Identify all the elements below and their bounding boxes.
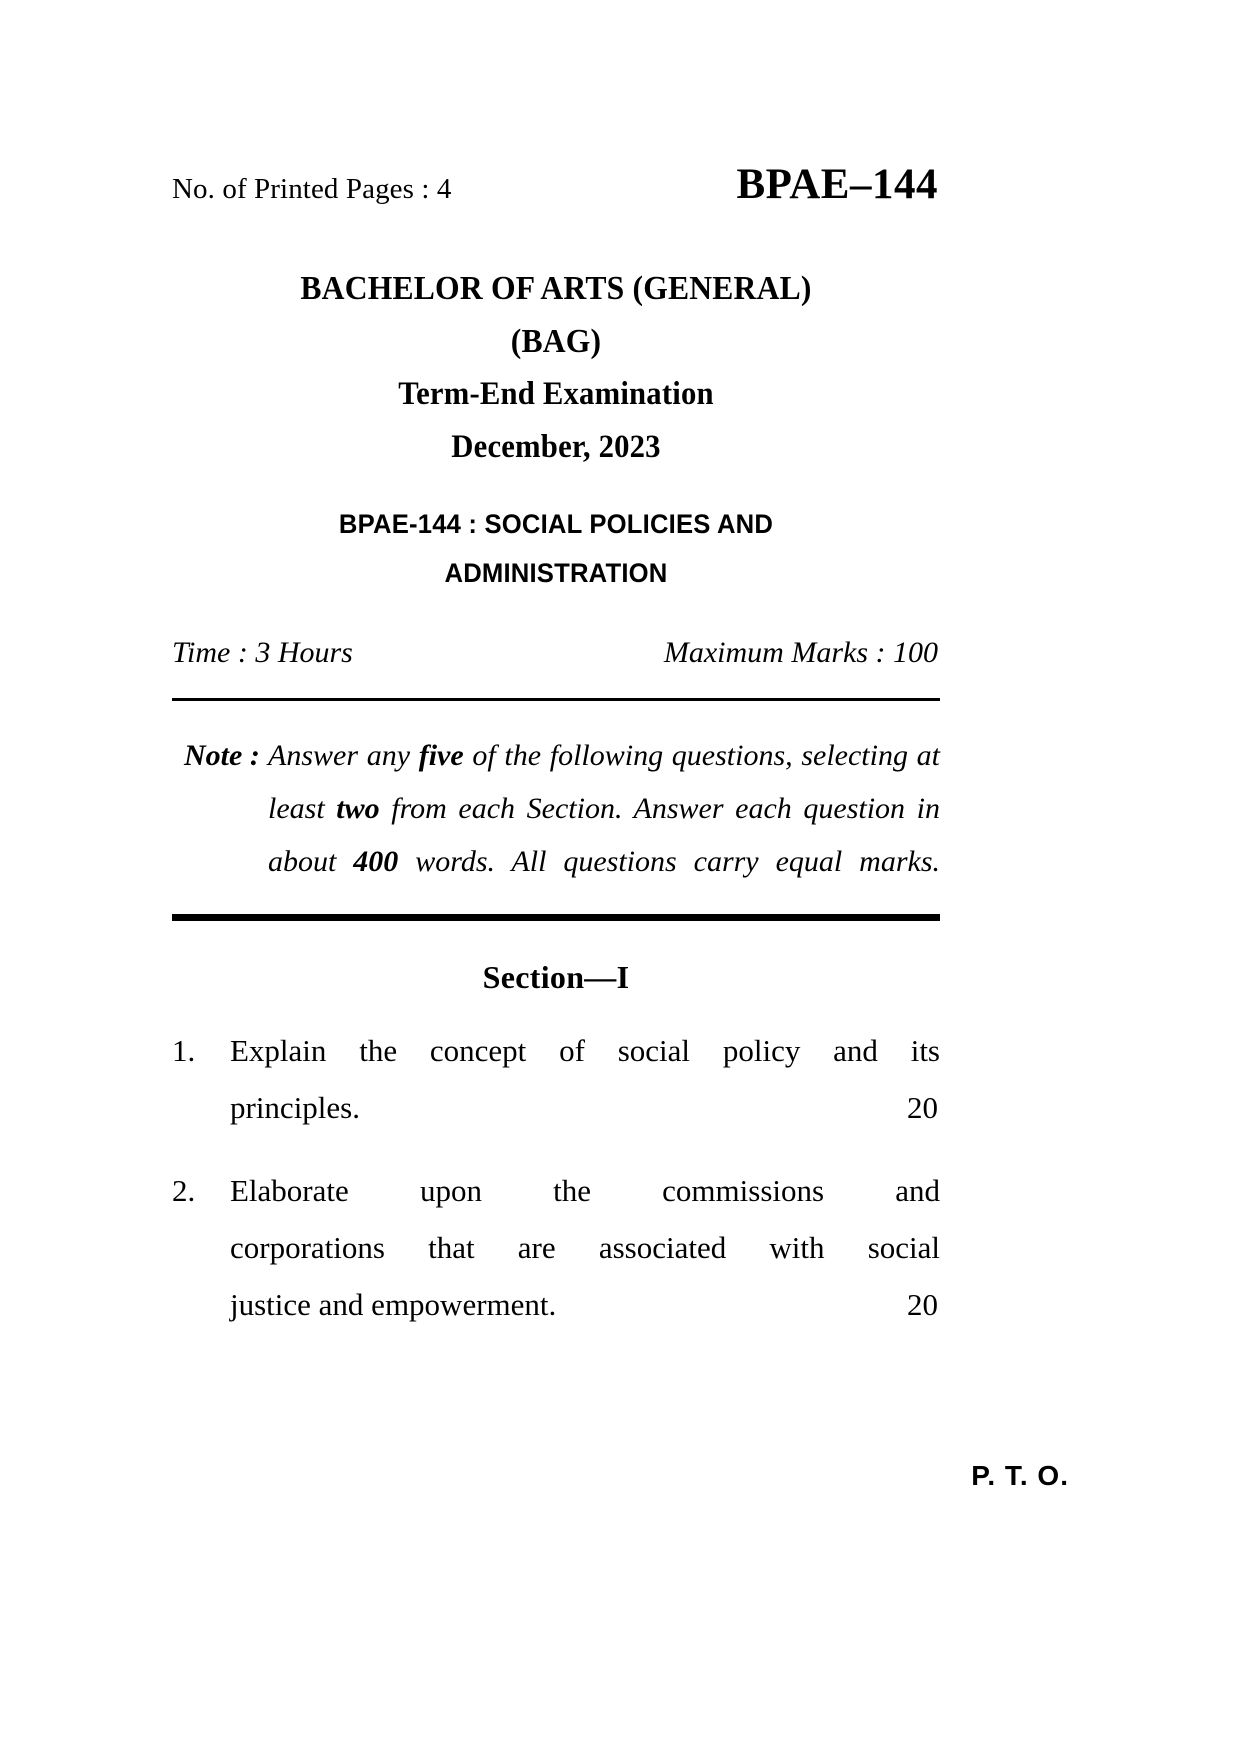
question-list [172, 1022, 940, 1333]
horizontal-rule-top [172, 698, 940, 701]
question-line: Elaborate upon the commissions and [230, 1173, 940, 1208]
instructions-note [172, 729, 940, 888]
page-content [172, 0, 940, 1359]
question-marks: 20 [907, 1090, 938, 1125]
page-header [172, 160, 940, 216]
section-heading: Section—I [482, 959, 630, 995]
exam-duration: Time : 3 Hours [172, 636, 353, 669]
question-last-line [230, 1276, 940, 1333]
note-line-1: Answer any five of the following questions, selecting at least two from each Section. Answer each question in about 400 words. All questions carry equal marks. [268, 739, 940, 878]
programme-title-block [172, 262, 940, 474]
programme-name: BACHELOR OF ARTS (GENERAL) [300, 270, 812, 307]
note-body [268, 729, 940, 888]
examination-session: December, 2023 [451, 429, 661, 465]
question-number: 1. [172, 1033, 196, 1068]
question-body [230, 1022, 940, 1136]
horizontal-rule-bottom [172, 914, 940, 921]
question-number: 2. [172, 1173, 196, 1208]
question-tail-text: principles. [230, 1090, 360, 1125]
question-item [172, 1162, 940, 1333]
question-line: corporations that are associated with social [230, 1230, 940, 1265]
question-tail-text: justice and empowerment. [230, 1287, 557, 1322]
subject-title-line-1: BPAE-144 : SOCIAL POLICIES AND [338, 509, 774, 539]
question-marks: 20 [907, 1287, 938, 1322]
note-label: Note : [184, 739, 260, 772]
page-turn-over-note: P. T. O. [971, 1460, 1069, 1491]
subject-title-line-2: ADMINISTRATION [444, 558, 668, 588]
question-line: Explain the concept of social policy and its [230, 1033, 940, 1068]
question-last-line [230, 1079, 940, 1136]
course-code: BPAE–144 [736, 161, 938, 208]
exam-maximum-marks: Maximum Marks : 100 [663, 636, 938, 669]
question-body [230, 1162, 940, 1333]
exam-meta-row [172, 636, 940, 670]
examination-type: Term-End Examination [398, 376, 714, 412]
programme-abbreviation: (BAG) [510, 323, 602, 360]
printed-pages-label: No. of Printed Pages : 4 [172, 173, 452, 205]
subject-title-block [172, 500, 940, 598]
question-item [172, 1022, 940, 1136]
